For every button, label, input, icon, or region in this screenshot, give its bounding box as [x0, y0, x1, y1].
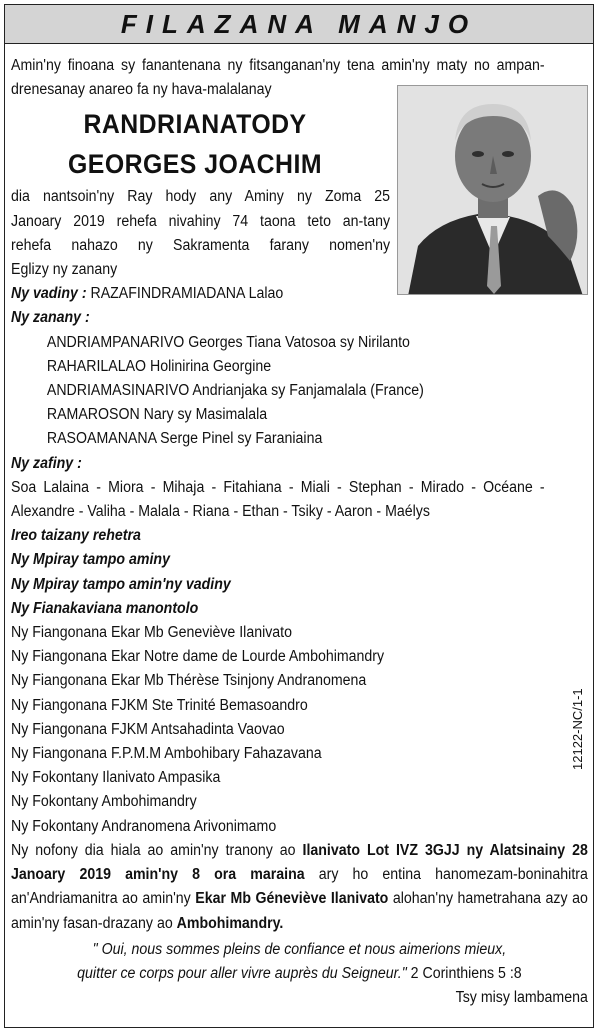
intro-line: drenesanay anareo fa ny hava-malalanay [11, 81, 272, 99]
child-item: ANDRIAMPANARIVO Georges Tiana Vatosoa sy Nirilanto [46, 333, 410, 351]
quote-line-2 [11, 962, 588, 986]
funeral-church: Ekar Mb Géneviève Ilanivato [195, 890, 389, 908]
funeral-paragraph [11, 839, 588, 936]
child-item: RAMAROSON Nary sy Masimalala [46, 406, 268, 424]
grandchildren-line: Soa Lalaina - Miora - Mihaja - Fitahiana - Miali - Stephan - Mirado - Océane - [11, 478, 545, 496]
relatives-line: Ireo taizany rehetra [11, 527, 141, 545]
spouse-label: Ny vadiny : [11, 285, 87, 303]
announcement-line: rehefa nahazo ny Sakramenta farany nomen'ny [11, 236, 391, 254]
quote-reference: 2 Corinthiens 5 :8 [406, 964, 522, 982]
deceased-name-line: GEORGES JOACHIM [68, 149, 322, 180]
spouse-line [11, 282, 545, 306]
name-block [11, 104, 379, 184]
grandchildren-line: Alexandre - Valiha - Malala - Riana - Ethan - Tsiky - Aaron - Maélys [11, 503, 430, 521]
notice-title: FILAZANA MANJO [120, 8, 478, 39]
intro-line: Amin'ny finoana sy fanantenana ny fitsanganan'ny tena amin'ny maty no ampan- [11, 57, 545, 74]
notice-banner [5, 5, 593, 44]
relatives-line: Ny Mpiray tampo aminy [11, 551, 170, 569]
quote-text: quitter ce corps pour aller vivre auprès du Seigneur." [77, 964, 407, 982]
community-line: Ny Fiangonana FJKM Ste Trinité Bemasoandro [11, 696, 308, 714]
community-line: Ny Fiangonana Ekar Notre dame de Lourde Ambohimandry [11, 648, 385, 666]
announcement-line: Janoary 2019 rehefa nivahiny 74 taona teto an-tany [11, 212, 391, 230]
quote-line: " Oui, nous sommes pleins de confiance et nous aimerions mieux, [92, 940, 507, 958]
child-item: ANDRIAMASINARIVO Andrianjaka sy Fanjamalala (France) [46, 382, 424, 400]
community-line: Ny Fokontany Ilanivato Ampasika [11, 769, 221, 787]
community-line: Ny Fokontany Andranomena Arivonimamo [11, 817, 277, 835]
spouse-name: RAZAFINDRAMIADANA Lalao [90, 285, 284, 303]
footer-note: Tsy misy lambamena [455, 989, 588, 1007]
announcement-line: dia nantsoin'ny Ray hody any Aminy ny Zoma 25 [11, 188, 391, 206]
community-line: Ny Fiangonana Ekar Mb Geneviève Ilanivato [11, 624, 292, 642]
community-line: Ny Fiangonana Ekar Mb Thérèse Tsinjony Andranomena [11, 672, 367, 690]
funeral-text: alohan'ny hametrahana azy ao amin'ny fasan-drazany ao [11, 890, 588, 932]
community-line: Ny Fiangonana FJKM Antsahadinta Vaovao [11, 720, 285, 738]
funeral-text: ary ho entina hanomezam-boninahitra an'Andriamanitra ao amin'ny [11, 866, 588, 908]
relatives-line: Ny Mpiray tampo amin'ny vadiny [11, 575, 231, 593]
funeral-text: Ny nofony dia hiala ao amin'ny tranony ao [11, 841, 303, 859]
child-item: RASOAMANANA Serge Pinel sy Faraniaina [46, 430, 323, 448]
quote-block [11, 938, 588, 1011]
community-line: Ny Fokontany Ambohimandry [11, 793, 197, 811]
ad-reference-code: 12122-NC/1-1 [570, 688, 585, 770]
deceased-name-line: RANDRIANATODY [83, 109, 307, 140]
funeral-burial-place: Ambohimandry. [176, 914, 284, 932]
community-line: Ny Fiangonana F.P.M.M Ambohibary Fahazavana [11, 745, 322, 763]
child-item: RAHARILALAO Holinirina Georgine [46, 357, 272, 375]
grandchildren-label: Ny zafiny : [11, 454, 82, 472]
announcement-line: Eglizy ny zanany [11, 261, 118, 279]
relatives-line: Ny Fianakaviana manontolo [11, 599, 199, 617]
announcement-block [11, 185, 390, 282]
funeral-location-date: Ilanivato Lot IVZ 3GJJ ny Alatsinainy 28 Janoary 2019 amin'ny 8 ora maraina [11, 841, 588, 884]
children-label: Ny zanany : [11, 309, 90, 327]
